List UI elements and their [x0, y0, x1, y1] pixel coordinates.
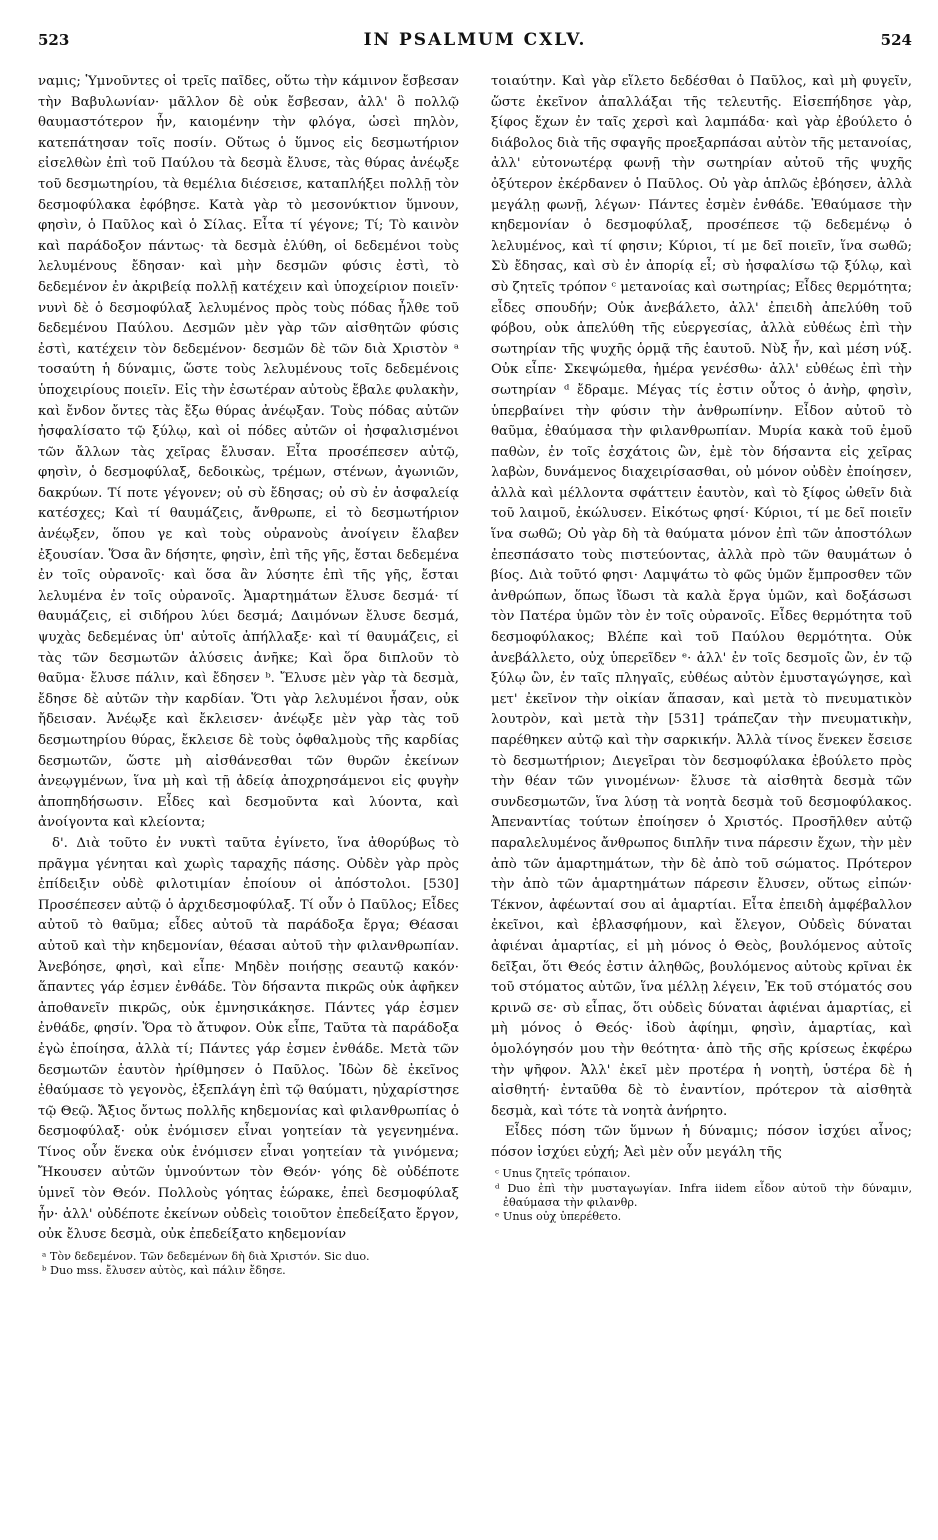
right-paragraph-2: Εἶδες πόση τῶν ὕμνων ἡ δύναμις; πόσον ἰσχύει αἶνος; πόσον ἰσχύει εὐχή; Ἀεὶ μὲν οὖν μεγάλη τῆς: [491, 1124, 912, 1160]
left-paragraph-1: ναμις; Ὑμνοῦντες οἱ τρεῖς παῖδες, οὕτω τὴν κάμινον ἔσβεσαν τὴν Βαβυλωνίαν· μᾶλλον δὲ οὐκ ἔσβεσαν, ἀλλ' ὃ πολλῷ θαυμαστότερον ἦν, καιομένην τὴν φλόγα, ὡσεὶ πηλὸν, κατεπάτησαν τοῖς ποσίν. Οὕτως ὁ ὕμνος εἰς δεσμωτήριον εἰσελθὼν ἐπὶ τοῦ Παύλου τὰ δεσμὰ ἔλυσε, τὰς θύρας ἀνέῳξε τοῦ δεσμωτηρίου, τὰ θεμέλια διέσεισε, καταπλήξει πολλῇ τὸν δεσμοφύλακα ἐφόβησε. Κατὰ γὰρ τὸ μεσονύκτιον ὕμνουν, φησὶν, ὁ Παῦλος καὶ ὁ Σίλας. Εἶτα τί γέγονε; Τί; Τὸ καινὸν καὶ παράδοξον πάντως· τὰ δεσμὰ ἐλύθη, οἱ δεδεμένοι τοὺς λελυμένους ἔδησαν· καὶ μὴν δεσμῶν φύσις ἐστὶ, τὸ δεδεμένον ἐν ἀκριβείᾳ πολλῇ κατέχειν καὶ ὑποχείριον ποιεῖν· νυνὶ δὲ ὁ δεσμοφύλαξ λελυμένος πρὸς τοὺς πόδας ἦλθε τοῦ δεδεμένου Παύλου. Δεσμῶν μὲν γὰρ τῶν αἰσθητῶν φύσις ἐστὶ, κατέχειν τὸν δεδεμένον· δεσμῶν δὲ τῶν διὰ Χριστὸν ᵃ τοσαύτη ἡ δύναμις, ὥστε τοὺς λελυμένους τοῖς δεδεμένοις ὑποχειρίους ποιεῖν. Εἰς τὴν ἐσωτέραν αὐτοὺς ἔβαλε φυλακὴν, καὶ ἔνδον ὄντες τὰς ἔξω θύρας ἀνέῳξαν. Τοὺς πόδας αὐτῶν ἠσφαλίσατο τῷ ξύλῳ, καὶ οἱ πόδες αὐτῶν οἱ ἠσφαλισμένοι τῶν ἄλλων τὰς χεῖρας ἔλυσαν. Εἶτα προσέπεσεν αὐτῷ, φησὶν, ὁ δεσμοφύλαξ, δεδοικὼς, τρέμων, στένων, ἀγωνιῶν, δακρύων. Τί ποτε γέγονεν; οὐ σὺ ἔδησας; οὐ σὺ ἐν ἀσφαλείᾳ κατέσχες; Καὶ τί θαυμάζεις, ἄνθρωπε, εἰ τὸ δεσμωτήριον ἀνέῳξεν, ὅπου γε καὶ τοὺς οὐρανοὺς ἀνοίγειν ἔλαβεν ἐξουσίαν. Ὅσα ἂν δήσητε, φησὶν, ἐπὶ τῆς γῆς, ἔσται δεδεμένα ἐν τοῖς οὐρανοῖς· καὶ ὅσα ἂν λύσητε ἐπὶ τῆς γῆς, ἔσται λελυμένα ἐν τοῖς οὐρανοῖς. Ἁμαρτημάτων ἔλυσε δεσμά· τί θαυμάζεις, εἰ σιδήρου λύει δεσμά; Δαιμόνων ἔλυσε δεσμά, ψυχὰς δεδεμένας ὑπ' αὐτοῖς ἀπήλλαξε· καὶ τί θαυμάζεις, εἰ τὰς τῶν δεσμωτῶν ἁλύσεις ἀνῆκε; Καὶ ὅρα διπλοῦν τὸ θαῦμα· ἔλυσε πάλιν, καὶ ἔδησεν ᵇ. Ἔλυσε μὲν γὰρ τὰ δεσμὰ, ἔδησε δὲ αὐτῶν τὴν καρδίαν. Ὅτι γὰρ λελυμένοι ἦσαν, οὐκ ἤδεισαν. Ἀνέῳξε καὶ ἔκλεισεν· ἀνέῳξε μὲν γὰρ τὰς τοῦ δεσμωτηρίου θύρας, ἔκλεισε δὲ τοὺς ὀφθαλμοὺς τῆς καρδίας δεσμωτῶν, ὥστε μὴ αἰσθάνεσθαι τῶν θυρῶν ἐκείνων ἀνεῳγμένων, ἵνα μὴ καὶ τῇ ἀδείᾳ ἀποχρησάμενοι εἰς φυγὴν ἀποπηδήσωσιν. Εἶδες καὶ δεσμοῦντα καὶ λύοντα, καὶ ἀνοίγοντα καὶ κλείοντα;: [38, 74, 459, 831]
running-title: IN PSALMUM CXLV.: [363, 30, 587, 50]
right-column: [491, 72, 912, 1278]
footnote-c: ᶜ Unus ζητεῖς τρόπαιον.: [495, 1167, 631, 1181]
right-footnotes: [491, 1167, 912, 1224]
running-header: [38, 30, 912, 70]
page-number-left: 523: [38, 31, 70, 49]
left-paragraph-2: δ'. Διὰ τοῦτο ἐν νυκτὶ ταῦτα ἐγίνετο, ἵνα ἀθορύβως τὸ πρᾶγμα γένηται καὶ χωρὶς ταραχῆς πάσης. Οὐδὲν γὰρ πρὸς ἐπίδειξιν οὐδὲ φιλοτιμίαν ἐποίουν οἱ ἀπόστολοι. [530] Προσέπεσεν αὐτῷ ὁ ἀρχιδεσμοφύλαξ. Τί οὖν ὁ Παῦλος; Εἶδες αὐτοῦ τὸ θαῦμα; εἶδες αὐτοῦ τὰ παράδοξα ἔργα; Θέασαι αὐτοῦ καὶ τὴν κηδεμονίαν, θέασαι αὐτοῦ τὴν φιλανθρωπίαν. Ἀνεβόησε, φησὶ, καὶ εἶπε· Μηδὲν ποιήσῃς σεαυτῷ κακόν· ἅπαντες γάρ ἐσμεν ἐνθάδε. Τὸν δήσαντα πικρῶς οὐκ ἀφῆκεν ἀποθανεῖν πικρῶς, οὐκ ἐμνησικάκησε. Πάντες γάρ ἐσμεν ἐνθάδε, φησίν. Ὅρα τὸ ἄτυφον. Οὐκ εἶπε, Ταῦτα τὰ παράδοξα ἐγὼ ἐποίησα, ἀλλὰ τί; Πάντες γάρ ἐσμεν ἐνθάδε. Μετὰ τῶν δεσμωτῶν ἑαυτὸν ἠρίθμησεν ὁ Παῦλος. Ἰδὼν δὲ ἐκεῖνος ἐθαύμασε τὸ γεγονὸς, ἐξεπλάγη ἐπὶ τῷ θαύματι, ηὐχαρίστησε τῷ Θεῷ. Ἄξιος ὄντως πολλῆς κηδεμονίας καὶ φιλανθρωπίας ὁ δεσμοφύλαξ· οὐκ ἐνόμισεν εἶναι γοητείαν τὰ γεγενημένα. Τίνος οὖν ἕνεκα οὐκ ἐνόμισεν εἶναι γοητείαν τὰ γινόμενα; Ἤκουσεν αὐτῶν ὑμνούντων τὸν Θεόν· γόης δὲ οὐδέποτε ὑμνεῖ τὸν Θεόν. Πολλοὺς γόητας ἑώρακε, ἐπεὶ δεσμοφύλαξ ἦν· ἀλλ' οὐδέποτε ἐκείνων οὐδεὶς τοιοῦτον ἐπεδείξατο ἔργον, οὐκ ἔλυσε δεσμὰ, οὐκ ἐπεδείξατο κηδεμονίαν: [38, 835, 459, 1243]
left-footnotes: [38, 1250, 459, 1278]
footnote-a: ᵃ Τὸν δεδεμένον. Τῶν δεδεμένων δὴ διὰ Χριστόν. Sic duo.: [42, 1249, 370, 1263]
left-column: [38, 72, 459, 1278]
footnote-d: ᵈ Duo ἐπὶ τὴν μυσταγωγίαν. Infra iidem εἶδον αὐτοῦ τὴν δύναμιν, ἐθαύμασα τὴν φιλανθρ.: [495, 1181, 912, 1209]
footnote-b: ᵇ Duo mss. ἔλυσεν αὐτὸς, καὶ πάλιν ἔδησε.: [42, 1264, 286, 1278]
text-columns: [38, 72, 912, 1278]
right-paragraph-1: τοιαύτην. Καὶ γὰρ εἵλετο δεδέσθαι ὁ Παῦλος, καὶ μὴ φυγεῖν, ὥστε ἐκεῖνον ἀπαλλάξαι τῆς τελευτῆς. Εἰσεπήδησε γὰρ, ξίφος ἔχων ἐν ταῖς χερσὶ καὶ λαμπάδα· καὶ γὰρ ἐβούλετο ὁ διάβολος διὰ τῆς σφαγῆς προεξαρπάσαι αὐτὸν τῆς μετανοίας, ἀλλ' εὐτονωτέρᾳ φωνῇ τὴν σωτηρίαν αὐτοῦ τῆς ψυχῆς ὀξύτερον ἐκέρδανεν ὁ Παῦλος. Οὐ γὰρ ἁπλῶς ἐβόησεν, ἀλλὰ μεγάλῃ φωνῇ, λέγων· Πάντες ἐσμὲν ἐνθάδε. Ἐθαύμασε τὴν κηδεμονίαν ὁ δεσμοφύλαξ, προσέπεσε τῷ δεδεμένῳ ὁ λελυμένος, καὶ τί φησιν; Κύριοι, τί με δεῖ ποιεῖν, ἵνα σωθῶ; Σὺ ἔδησας, καὶ σὺ ἐν ἀπορίᾳ εἶ; σὺ ἠσφαλίσω τῷ ξύλῳ, καὶ σὺ ζητεῖς τρόπον ᶜ μετανοίας καὶ σωτηρίας; Εἶδες θερμότητα; εἶδες σπουδήν; Οὐκ ἀνεβάλετο, ἀλλ' ἐπειδὴ ἀπελύθη τοῦ φόβου, οὐκ ἀπελύθη τῆς εὐεργεσίας, ἀλλὰ εὐθέως ἐπὶ τὴν σωτηρίαν τῆς ψυχῆς ὁρμᾷ τῆς ἑαυτοῦ. Νὺξ ἦν, καὶ μέση νύξ. Οὐκ εἶπε· Σκεψώμεθα, ἡμέρα γενέσθω· ἀλλ' εὐθέως ἐπὶ τὴν σωτηρίαν ᵈ ἔδραμε. Μέγας τίς ἐστιν οὗτος ὁ ἀνὴρ, φησὶν, ὑπερβαίνει τὴν φύσιν τὴν ἀνθρωπίνην. Εἶδον αὐτοῦ τὸ θαῦμα, ἐθαύμασα τὴν φιλανθρωπίαν. Μυρία κακὰ τοῦ ἐμοῦ παθὼν, ἐν τοῖς ἐσχάτοις ὢν, ἐμὲ τὸν δήσαντα εἰς χεῖρας λαβὼν, δυνάμενος διαχειρίσασθαι, οὐ μόνον οὐδὲν ἐποίησεν, ἀλλὰ καὶ μέλλοντα σφάττειν ἑαυτὸν, καὶ τὸ ξίφος ὠθεῖν διὰ τοῦ λαιμοῦ, ἐκώλυσεν. Εἰκότως φησί· Κύριοι, τί με δεῖ ποιεῖν ἵνα σωθῶ; Οὐ γὰρ δὴ τὰ θαύματα μόνον ἐπὶ τῶν ἀποστόλων ἐπεσπάσατο τοὺς πιστεύοντας, ἀλλὰ πρὸ τῶν θαυμάτων ὁ βίος. Διὰ τοῦτό φησι· Λαμψάτω τὸ φῶς ὑμῶν ἔμπροσθεν τῶν ἀνθρώπων, ὅπως ἴδωσι τὰ καλὰ ἔργα ὑμῶν, καὶ δοξάσωσι τὸν Πατέρα ὑμῶν τὸν ἐν τοῖς οὐρανοῖς. Εἶδες θερμότητα τοῦ δεσμοφύλακος; Βλέπε καὶ τοῦ Παύλου θερμότητα. Οὐκ ἀνεβάλλετο, οὐχ ὑπερεῖδεν ᵉ· ἀλλ' ἐν τοῖς δεσμοῖς ὢν, ἐν τῷ ξύλῳ ὢν, ἐν ταῖς πληγαῖς, εὐθέως αὐτὸν ἐμυσταγώγησε, καὶ μετ' ἐκεῖνον τὴν οἰκίαν ἅπασαν, καὶ μετὰ τὸ πνευματικὸν λουτρὸν, καὶ μετὰ τὴν [531] τράπεζαν τὴν πνευματικὴν, παρέθηκεν αὐτῷ καὶ τὴν σαρκικήν. Ἀλλὰ τίνος ἕνεκεν ἔσεισε τὸ δεσμωτήριον; Διεγεῖραι τὸν δεσμοφύλακα ἐβούλετο πρὸς τὴν θέαν τῶν γινομένων· ἔλυσε τὰ αἰσθητὰ δεσμὰ τῶν συνδεσμωτῶν, ἵνα λύσῃ τὰ νοητὰ δεσμὰ τοῦ δεσμοφύλακος. Ἀπεναντίας τούτων ἐποίησεν ὁ Χριστός. Προσῆλθεν αὐτῷ παραλελυμένος ἄνθρωπος διπλῆν τινα πάρεσιν ἔχων, τὴν μὲν ἀπὸ τῶν ἁμαρτημάτων, τὴν δὲ ἀπὸ τοῦ σώματος. Πρότερον τὴν ἀπὸ τῶν ἁμαρτημάτων πάρεσιν ἔλυσεν, οὕτως εἰπών· Τέκνον, ἀφέωνταί σου αἱ ἁμαρτίαι. Εἶτα ἐπειδὴ ἀμφέβαλλον ἐκεῖνοι, καὶ ἐβλασφήμουν, καὶ ἔλεγον, Οὐδεὶς δύναται ἀφιέναι ἁμαρτίας, εἰ μὴ μόνος ὁ Θεὸς, βουλόμενος αὐτοῖς δεῖξαι, ὅτι Θεός ἐστιν ἀληθῶς, βουλόμενος αὐτοὺς κρῖναι ἐκ τοῦ στόματος αὐτῶν, ἵνα μέλλῃ λέγειν, Ἐκ τοῦ στόματός σου κρινῶ σε· σὺ εἶπας, ὅτι οὐδεὶς δύναται ἀφιέναι ἁμαρτίας, εἰ μὴ μόνος ὁ Θεός· ἰδοὺ ἀφίημι, φησὶν, ἁμαρτίας, καὶ ὁμολόγησόν μου τὴν θεότητα· ἀπὸ τῆς σῆς κρίσεως ἐκφέρω τὴν ψῆφον. Ἀλλ' ἐκεῖ μὲν προτέρα ἡ νοητὴ, ὑστέρα δὲ ἡ αἰσθητή· ἐνταῦθα δὲ τὸ ἐναντίον, πρότερον τὰ αἰσθητὰ δεσμὰ, καὶ τότε τὰ νοητὰ ἀνήρητο.: [491, 74, 912, 1119]
footnote-e: ᵉ Unus οὐχ ὑπερέθετο.: [495, 1210, 622, 1224]
page-number-right: 524: [880, 31, 912, 49]
